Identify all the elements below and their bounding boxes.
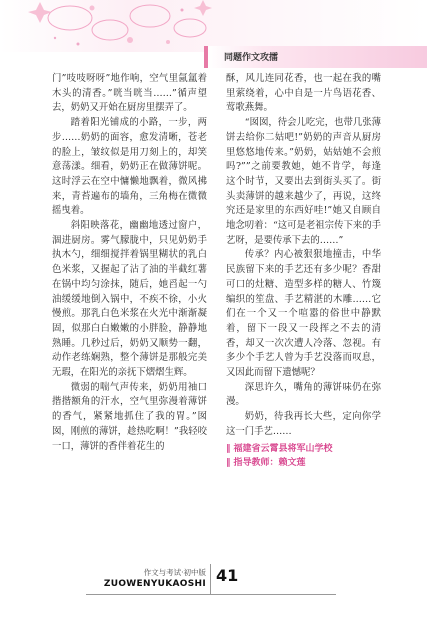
column-title: 同题作文攻擂 [224,53,279,63]
right-paragraph: 奶奶，待我再长大些，定向你学这一门手艺…… [226,411,381,437]
footer-rule [86,594,336,595]
right-paragraph: 酥，风儿连同花香，也一起在我的嘴里萦绕着，心中自是一片鸟语花香、莺歌燕舞。 [226,73,381,114]
column-title-banner [204,46,427,68]
left-paragraph: 斜阳映落花，幽幽地透过窗户，涸进厨房。雾气朦胧中，只见奶奶手执木勺，细细搅拌着锅里糊状的乳白色米浆，又握起了沾了油的半截红薯在锅中均匀涂抹，随后，她舀起一勺油缓缓地倒入锅中，不疾不徐，小火慢煎。那乳白色米浆在火光中渐渐凝固，似那白白嫩嫩的小胖脸，静静地熟睡。几秒过后，奶奶又顺势一翻，动作老练娴熟，整个薄饼是那般完美无瑕，在阳光的亲抚下熠熠生辉。 [52,220,207,379]
teacher-credit [226,456,381,470]
header-decoration [0,0,427,80]
author-credits [226,442,381,470]
left-paragraph: 门”吱吱呀呀”地作响，空气里氤氲着木头的清香。”咣当咣当……”循声望去，奶奶又开始在厨房里摆弄了。 [52,73,207,114]
right-paragraph: “囡囡，待会儿吃完，也带几张薄饼去给你二姑吧!”奶奶的声音从厨房里悠悠地传来。”奶奶，姑姑她不会煎吗?””之前要教她，她不肯学，每逢这个时节，又要出去到街头买了。街头卖薄饼的越来越少了，再说，这终究还是家里的东西好哇!”她又自顾自地念叨着：“这可是老祖宗传下来的手艺呀，是要传承下去的……” [226,117,381,246]
page-number: 41 [216,566,239,585]
page-footer [0,560,427,621]
right-paragraph: 传承？内心被狠狠地撞击，中华民族留下来的手艺还有多少呢？香甜可口的灶糖、造型多样的糖人、竹篾编织的笙盘、手艺精湛的木雕……它们在一个又一个喧嚣的俗世中静默着，留下一段又一段挥之不去的清香，却又一次次遭人冷落、忽视。有多少个手艺人曾为手艺没落而叹息，又因此而留下遗憾呢？ [226,249,381,379]
right-column [226,72,381,470]
school-credit [226,442,381,456]
left-paragraph: 踏着阳光铺成的小路，一步，两步……奶奶的面容，愈发清晰，苍老的脸上，皱纹似是用刀刻上的，却笑意荡漾。细看，奶奶正在做薄饼呢。这时浮云在空中慵懒地飘着，微风拂来，青苔遍布的墙角，三角梅在微微摇曳着。 [52,117,207,217]
bar-marker-icon: ‖ [226,457,231,468]
left-column [52,72,207,454]
floral-pattern-graphic [0,0,427,80]
magazine-name-en: ZUOWENYUKAOSHI [103,579,206,589]
footer-divider-vertical [210,564,211,594]
bar-marker-icon: ‖ [226,443,231,454]
magazine-name-cn: 作文与考试·初中版 [143,568,206,577]
teacher-name: 指导教师：赖文莲 [233,457,306,468]
school-name: 福建省云霄县将军山学校 [233,443,333,454]
right-paragraph: 深思许久，嘴角的薄饼味仍在弥漫。 [226,381,381,408]
left-paragraph: 微弱的喘气声传来，奶奶用袖口揩揩额角的汗水，空气里弥漫着薄饼的香气，紧紧地抓住了我的胃。”囡囡，刚煎的薄饼，趁热吃啊！”我轻咬一口，薄饼的香伴着花生的 [52,381,207,452]
